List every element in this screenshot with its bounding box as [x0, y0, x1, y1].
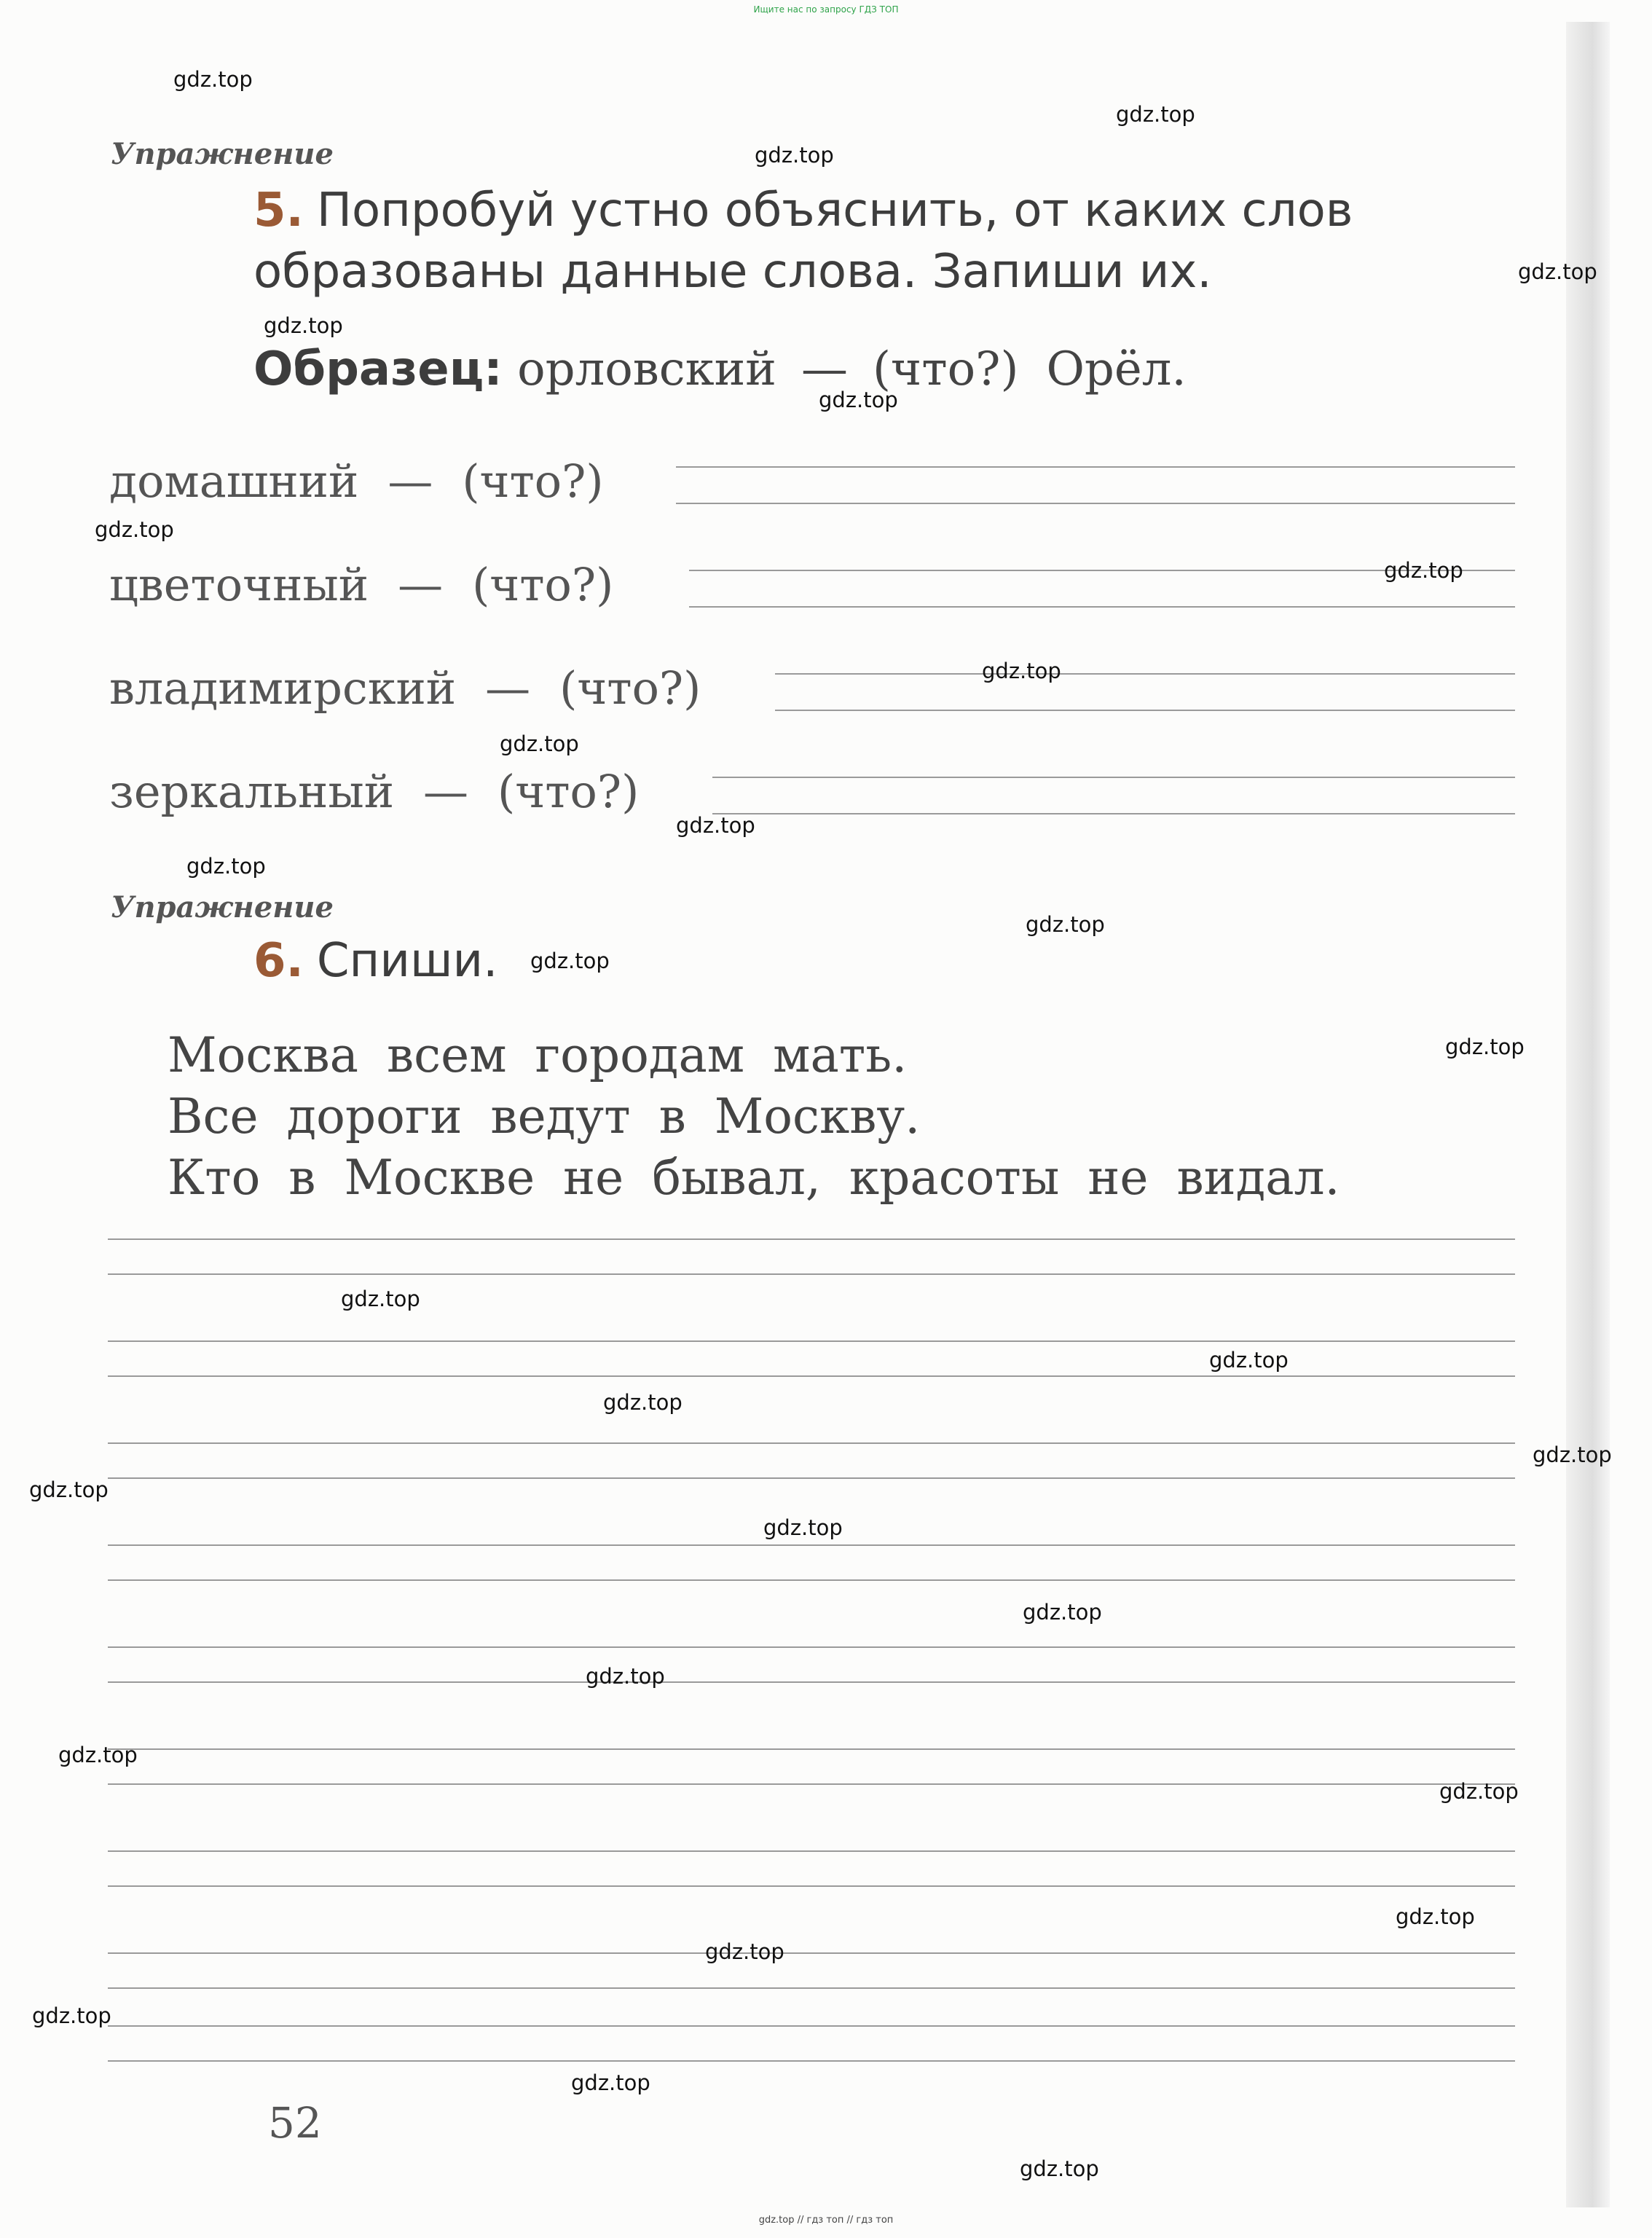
exercise-5-number: 5. — [253, 184, 304, 237]
word-row-3 — [109, 661, 701, 715]
watermark: gdz.top — [500, 731, 579, 756]
question: (что?) — [559, 661, 701, 715]
watermark: gdz.top — [586, 1664, 665, 1689]
answer-line[interactable] — [775, 710, 1515, 711]
watermark: gdz.top — [819, 388, 898, 412]
copy-line[interactable] — [108, 1885, 1515, 1887]
copy-line[interactable] — [108, 1850, 1515, 1852]
watermark: gdz.top — [705, 1939, 784, 1964]
word: цветочный — [109, 558, 369, 611]
copy-line[interactable] — [108, 1375, 1515, 1377]
copy-line[interactable] — [108, 1579, 1515, 1581]
dash: — — [388, 455, 433, 508]
copy-line[interactable] — [108, 1273, 1515, 1275]
watermark: gdz.top — [1439, 1779, 1519, 1804]
answer-line[interactable] — [712, 777, 1515, 778]
copy-line[interactable] — [108, 1783, 1515, 1785]
page-binding-shadow — [1566, 22, 1610, 2207]
answer-line[interactable] — [775, 673, 1515, 675]
question: (что?) — [497, 765, 640, 818]
copy-line[interactable] — [108, 1477, 1515, 1479]
copy-line[interactable] — [108, 2060, 1515, 2062]
answer-line[interactable] — [689, 606, 1515, 608]
sample-dash: — — [801, 342, 848, 396]
sample-label: Образец: — [253, 342, 503, 396]
proverb-line-1: Москва всем городам мать. — [168, 1027, 908, 1083]
watermark: gdz.top — [1209, 1348, 1289, 1373]
word: зеркальный — [109, 765, 395, 818]
copy-line[interactable] — [108, 1238, 1515, 1240]
watermark: gdz.top — [1533, 1442, 1612, 1467]
dash: — — [398, 558, 444, 611]
exercise-5-task-line-1 — [253, 184, 1353, 237]
watermark: gdz.top — [186, 854, 266, 879]
watermark: gdz.top — [95, 517, 174, 542]
watermark: gdz.top — [763, 1515, 843, 1540]
dash: — — [485, 661, 531, 715]
watermark: gdz.top — [982, 659, 1061, 683]
sample-question: (что?) — [872, 342, 1019, 396]
sample-word: орловский — [517, 342, 776, 396]
question: (что?) — [472, 558, 614, 611]
exercise-6-label: Упражнение — [111, 890, 334, 924]
copy-line[interactable] — [108, 1681, 1515, 1683]
copy-line[interactable] — [108, 1340, 1515, 1342]
exercise-5-label: Упражнение — [111, 137, 334, 171]
question: (что?) — [462, 455, 604, 508]
watermark: gdz.top — [58, 1743, 138, 1767]
watermark: gdz.top — [603, 1390, 683, 1415]
watermark: gdz.top — [32, 2003, 111, 2028]
watermark: gdz.top — [1384, 558, 1463, 583]
word-row-2 — [109, 558, 613, 611]
watermark: gdz.top — [530, 949, 610, 973]
copy-line[interactable] — [108, 1987, 1515, 1989]
watermark: gdz.top — [1518, 259, 1597, 284]
dash: — — [423, 765, 469, 818]
bottom-banner: gdz.top // гдз топ // гдз топ — [758, 2215, 894, 2226]
word-row-1 — [109, 455, 604, 508]
watermark: gdz.top — [341, 1287, 420, 1311]
page-number: 52 — [268, 2098, 322, 2148]
watermark: gdz.top — [264, 313, 343, 338]
proverb-line-3: Кто в Москве не бывал, красоты не видал. — [168, 1150, 1340, 1206]
word: домашний — [109, 455, 359, 508]
copy-line[interactable] — [108, 1544, 1515, 1546]
copy-line[interactable] — [108, 1748, 1515, 1750]
watermark: gdz.top — [1396, 1904, 1475, 1929]
top-banner: Ищите нас по запросу ГДЗ ТОП — [753, 4, 899, 15]
proverb-line-2: Все дороги ведут в Москву. — [168, 1088, 921, 1144]
watermark: gdz.top — [676, 813, 755, 838]
watermark: gdz.top — [1445, 1034, 1525, 1059]
word-row-4 — [109, 765, 639, 818]
copy-line[interactable] — [108, 2025, 1515, 2027]
watermark: gdz.top — [571, 2070, 650, 2095]
answer-line[interactable] — [676, 466, 1515, 468]
exercise-5-task-line-2: образованы данные слова. Запиши их. — [253, 245, 1212, 299]
sample-answer: Орёл. — [1046, 342, 1187, 396]
copy-line[interactable] — [108, 1646, 1515, 1648]
copy-line[interactable] — [108, 1442, 1515, 1444]
exercise-5-task-text-1: Попробуй устно объяснить, от каких слов — [316, 184, 1353, 237]
exercise-6-number: 6. — [253, 934, 304, 988]
copy-line[interactable] — [108, 1952, 1515, 1954]
watermark: gdz.top — [29, 1477, 109, 1502]
watermark: gdz.top — [1023, 1600, 1102, 1625]
watermark: gdz.top — [1116, 102, 1195, 127]
exercise-6-task-text: Спиши. — [316, 934, 498, 988]
watermark: gdz.top — [1026, 912, 1105, 937]
word: владимирский — [109, 661, 457, 715]
answer-line[interactable] — [676, 503, 1515, 504]
watermark: gdz.top — [173, 67, 253, 92]
answer-line[interactable] — [712, 813, 1515, 814]
watermark: gdz.top — [1020, 2156, 1099, 2181]
exercise-5-sample — [253, 342, 1187, 396]
exercise-6-task — [253, 934, 497, 988]
watermark: gdz.top — [755, 143, 834, 168]
